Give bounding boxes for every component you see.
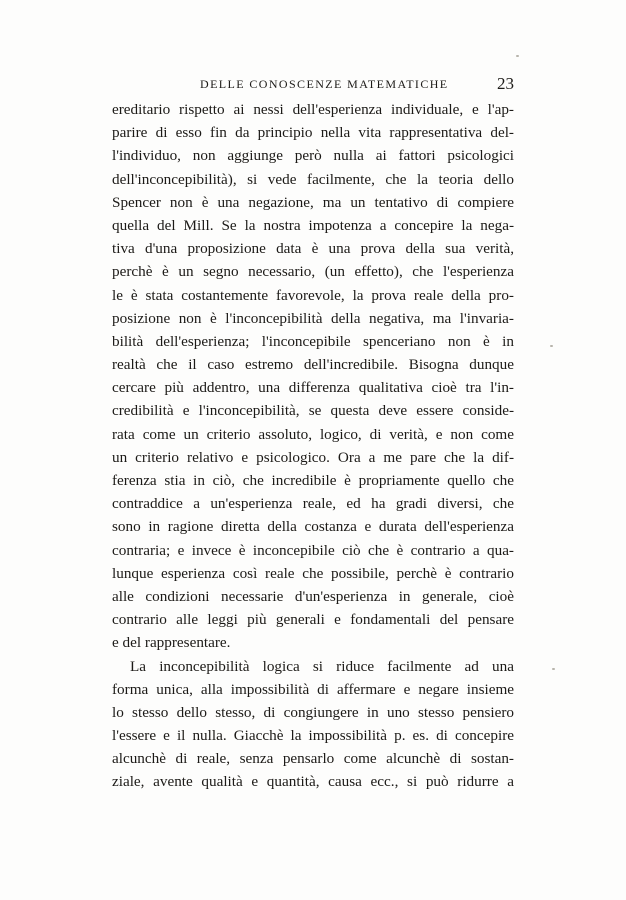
page-number: 23 bbox=[497, 74, 514, 93]
text-line: La inconcepibilità logica si riduce facilmente ad una bbox=[130, 657, 514, 675]
text-line: alcunchè di reale, senza pensarlo come alcunchè di sostan- bbox=[112, 750, 514, 768]
text-line: posizione non è l'inconcepibilità della negativa, ma l'invaria- bbox=[112, 309, 514, 327]
text-line: ereditario rispetto ai nessi dell'esperienza individuale, e l'ap- bbox=[112, 101, 514, 118]
text-line: le è stata costantemente favorevole, la prova reale della pro- bbox=[112, 286, 514, 304]
text-line: un criterio relativo e psicologico. Ora a me pare che la dif- bbox=[112, 448, 514, 466]
paragraph bbox=[112, 655, 514, 794]
text-line: realtà che il caso estremo dell'incredibile. Bisogna dunque bbox=[112, 356, 514, 374]
paper-speck bbox=[516, 55, 519, 57]
text-line: alle condizioni necessarie d'un'esperienza in generale, cioè bbox=[112, 587, 514, 605]
text-line: l'individuo, non aggiunge però nulla ai fattori psicologici bbox=[112, 147, 514, 165]
text-line: forma unica, alla impossibilità di affermare e negare insieme bbox=[112, 680, 514, 698]
text-line: bilità dell'esperienza; l'inconcepibile spenceriano non è in bbox=[112, 332, 514, 350]
paragraph bbox=[112, 98, 514, 655]
body-text bbox=[112, 98, 514, 794]
text-line: contraddice a un'esperienza reale, ed ha gradi diversi, che bbox=[112, 495, 514, 513]
text-line: tiva d'una proposizione data è una prova della sua verità, bbox=[112, 240, 514, 258]
text-line: quella del Mill. Se la nostra impotenza a concepire la nega- bbox=[112, 216, 514, 234]
text-line: rata come un criterio assoluto, logico, di verità, e non come bbox=[112, 425, 514, 443]
text-line: parire di esso fin da principio nella vita rappresentativa del- bbox=[112, 124, 514, 142]
text-line: e del rappresentare. bbox=[112, 634, 231, 652]
text-line: dell'inconcepibilità), si vede facilmente, che la teoria dello bbox=[112, 170, 514, 188]
text-line: ferenza stia in ciò, che incredibile è propriamente quello che bbox=[112, 472, 514, 489]
paper-speck bbox=[552, 668, 555, 670]
text-line: contraria; e invece è inconcepibile ciò che è contrario a qua- bbox=[112, 541, 514, 559]
text-line: lo stesso dello stesso, di congiungere in uno stesso pensiero bbox=[112, 703, 514, 721]
text-line: sono in ragione diretta della costanza e durata dell'esperienza bbox=[112, 518, 514, 536]
text-line: perchè è un segno necessario, (un effetto), che l'esperienza bbox=[112, 263, 514, 281]
text-line: l'essere e il nulla. Giacchè la impossibilità p. es. di concepire bbox=[112, 727, 514, 745]
text-line: Spencer non è una negazione, ma un tentativo di compiere bbox=[112, 193, 514, 211]
text-line: cercare più addentro, una differenza qualitativa cioè tra l'in- bbox=[112, 379, 514, 397]
text-line: credibilità e l'inconcepibilità, se questa deve essere conside- bbox=[112, 402, 514, 420]
page-header bbox=[112, 74, 514, 96]
text-line: lunque esperienza così reale che possibile, perchè è contrario bbox=[112, 564, 514, 582]
running-title: DELLE CONOSCENZE MATEMATICHE bbox=[200, 77, 449, 91]
text-line: contrario alle leggi più generali e fondamentali del pensare bbox=[112, 611, 514, 629]
paper-speck bbox=[550, 345, 553, 347]
text-line: ziale, avente qualità e quantità, causa ecc., si può ridurre a bbox=[112, 773, 514, 791]
